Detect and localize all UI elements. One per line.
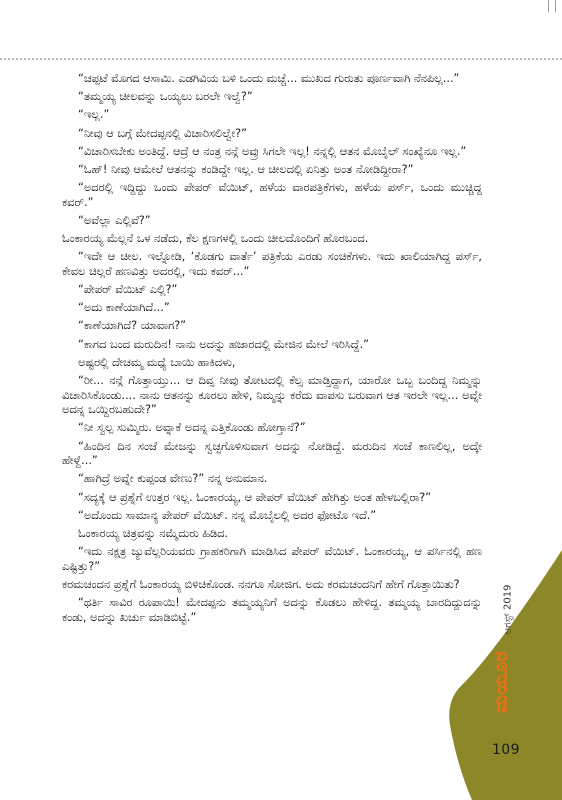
paragraph: “ನೀ ಸ್ವಲ್ಪ ಸುಮ್ಮಿರು. ಅವ್ನಾಕೆ ಅದನ್ನ ಎತ್ತಿಕೊಂಡು ಹೋಗ್ತಾನೆ?” [78,421,306,435]
paragraph: “ಅದೊಂದು ಸಾಮಾನ್ಯ ಪೇಪರ್ ವೆಯಿಟ್. ನನ್ನ ಮೊಬೈಲಲ್ಲಿ ಅದರ ಫೋಟೊ ಇದೆ.” [78,508,377,522]
paragraph: “ಸದ್ಯಕ್ಕೆ ಆ ಪ್ರಶ್ನೆಗೆ ಉತ್ತರ ಇಲ್ಲ. ಓಂಕಾರಯ್ಯ, ಆ ಪೇಪರ್ ವೆಯಿಟ್ ಹೇಗಿತ್ತು ಅಂತ ಹೇಳಬಲ್ಲಿರಾ?” [78,490,432,504]
paragraph: ಅಷ್ಟರಲ್ಲಿ ದೇಚಮ್ಮ ಮಧ್ಯೆ ಬಾಯಿ ಹಾಕಿದಳು, [78,355,236,369]
paragraph: “ತಮ್ಮಯ್ಯ ಚೀಲವನ್ನು ಒಯ್ಯಲು ಬರಲೇ ಇಲ್ವೆ?” [78,90,253,104]
paragraph: “ಅದರಲ್ಲಿ ಇದ್ದಿದ್ದು ಒಂದು ಪೇಪರ್ ವೆಯಿಟ್, ಹಳೆಯ ವಾರಪತ್ರಿಕೆಗಳು, ಹಳೆಯ ಪರ್ಸ್, ಒಂದು ಮುಚ್ಚಿದ್ದ ಕವರ್.” [62,181,482,209]
decorative-olive-band [402,550,562,800]
paragraph: “ಹಾಗಿದ್ರೆ ಅವ್ನೇ ಕುಪ್ಪಂಡ ವೇಣು?” ನನ್ನ ಅನುಮಾನ. [78,472,268,486]
paragraph: “ಓಹ್! ನೀವು ಆಮೇಲೆ ಆತನನ್ನು ಕಂಡಿದ್ದೇ ಇಲ್ಲ. ಆ ಚೀಲದಲ್ಲಿ ಏನಿತ್ತು ಅಂತ ನೋಡಿದ್ದೀರಾ?” [78,162,414,176]
paragraph: “ಇದೇ ಆ ಚೀಲ. ಇಲ್ನೋಡಿ, ‘ಕೊಡಗು ವಾರ್ತೆ’ ಪತ್ರಿಕೆಯ ಎರಡು ಸಂಚಿಕೆಗಳು. ಇದು ಖಾಲಿಯಾಗಿದ್ದ ಪರ್ಸ್, ಕೇವಲ ಚಿಲ್ಲರೆ ಹಣವಿತ್ತು ಅದರಲ್ಲಿ, ಇದು ಕವರ್...” [62,250,482,278]
paragraph: “ರೀ... ನನ್ಗೆ ಗೊತ್ತಾಯ್ತು... ಆ ದಿವ್ಸ ನೀವು ತೋಟದಲ್ಲಿ ಕೆಲ್ಸ ಮಾಡ್ತಿದ್ದಾಗ, ಯಾರೋ ಒಬ್ಬ ಬಂದಿದ್ದ ನಿಮ್ಮನ್ನು ವಿಚಾರಿಸಿಕೊಂಡು.... ನಾನು ಆತನನ್ನು ಕೂರಲು ಹೇಳಿ, ನಿಮ್ಮನ್ನು ಕರೆದು ವಾಪಸು ಬರುವಾಗ ಆತ ಇರಲೇ ಇಲ್ಲ... ಅವ್ನೇ ಅದನ್ನ ಒಯ್ದಿರಬಹುದೇ?” [62,374,482,417]
top-dotted-divider [0,58,562,60]
paragraph: ಕರಮಚಂದನ ಪ್ರಶ್ನೆಗೆ ಓಂಕಾರಯ್ಯ ಬಿಳಿಚಿಕೊಂಡ. ನನಗೂ ಸೋಜಿಗ. ಅದು ಕರಮಚಂದನಿಗೆ ಹೇಗೆ ಗೊತ್ತಾಯಿತು? [62,577,460,591]
paragraph: “ಥರ್ತಿ ಸಾವಿರ ರೂಪಾಯಿ! ಮೇದಪ್ಪನು ತಮ್ಮಯ್ಯನಿಗೆ ಅದನ್ನು ಕೊಡಲು ಹೇಳಿದ್ದ. ತಮ್ಮಯ್ಯ ಬಾರದಿದ್ದುದನ್ನು ಕಂಡು, ಅದನ್ನು ಖರ್ಚು ಮಾಡಿಬಿಟ್ಟೆ.” [62,596,482,624]
paragraph: “ವಿಚಾರಿಸಬೇಕು ಅಂತಿದ್ದೆ. ಆದ್ರೆ ಆ ನಂತ್ರ ನನ್ಗೆ ಅವ್ರು ಸಿಗಲೇ ಇಲ್ಲ! ನನ್ನಲ್ಲಿ ಆತನ ಮೊಬೈಲ್ ಸಂಖ್ಯೆನೂ ಇಲ್ಲ.” [78,144,467,158]
paragraph: “ಇದು ನಕ್ಷತ್ರ ಜ್ಯುವೆಲ್ಲರಿಯವರು ಗ್ರಾಹಕರಿಗಾಗಿ ಮಾಡಿಸಿದ ಪೇಪರ್ ವೆಯಿಟ್. ಓಂಕಾರಯ್ಯ, ಆ ಪರ್ಸಿನಲ್ಲಿ ಹಣ ಎಷ್ಟಿತ್ತು?” [62,545,482,573]
paragraph: “ಹಿಂದಿನ ದಿನ ಸಂಜೆ ಮೇಜನ್ನು ಸ್ವಚ್ಛಗೊಳಿಸುವಾಗ ಅದನ್ನು ನೋಡಿದ್ದೆ. ಮರುದಿನ ಸಂಜೆ ಕಾಣಲಿಲ್ಲ, ಅದ್ಕೇ ಹೇಳ್ದೆ...” [62,439,482,468]
paragraph: ಓಂಕಾರಯ್ಯ ಚಿತ್ರವನ್ನು ನಮ್ಮೆದುರು ಹಿಡಿದ. [78,526,229,540]
page-number: 109 [492,742,520,758]
paragraph: ಓಂಕಾರಯ್ಯ ಮೆಲ್ಲನೆ ಒಳ ನಡೆದು, ಕೆಲ ಕ್ಷಣಗಳಲ್ಲಿ ಒಂದು ಚೀಲದೊಂದಿಗೆ ಹೊರಬಂದ. [62,232,369,246]
paragraph: “ಪೇಪರ್ ವೆಯಿಟ್ ಎಲ್ಲಿ?” [78,283,178,297]
issue-date [500,575,516,643]
paragraph: “ಕಾಗದ ಬಂದ ಮರುದಿನ! ನಾನು ಅದನ್ನು ಹಜಾರದಲ್ಲಿ ಮೇಜಿನ ಮೇಲೆ ಇರಿಸಿದ್ದೆ.” [78,337,370,351]
crop-mark [548,0,556,12]
paragraph: “ಅದು ಕಾಣೆಯಾಗಿದೆ...” [78,301,170,315]
paragraph: “ಚಪ್ಪಟೆ ಮೊಗದ ಆಸಾಮಿ. ಎಡಗಿವಿಯ ಬಳಿ ಒಂದು ಮಚ್ಚೆ... ಮುಖದ ಗುರುತು ಪೂರ್ಣವಾಗಿ ನೆನಪಿಲ್ಲ...” [78,72,460,85]
paragraph: “ಇಲ್ಲ.” [78,108,110,122]
paragraph: “ನೀವು ಆ ಬಗ್ಗೆ ಮೇದಪ್ಪನಲ್ಲಿ ವಿಚಾರಿಸಲಿಲ್ವೇ?” [78,126,247,140]
magazine-logo [490,652,512,712]
logo-text: ಮಯೂರ [490,650,512,714]
paragraph: “ಕಾಣೆಯಾಗಿದೆ? ಯಾವಾಗ?” [78,319,187,333]
article-body [62,72,482,629]
issue-date-text: ಆಗಸ್ಟ್ 2019 [502,584,514,634]
paragraph: “ಅವೆಲ್ಲಾ ಎಲ್ಲಿವೆ?” [78,213,151,227]
